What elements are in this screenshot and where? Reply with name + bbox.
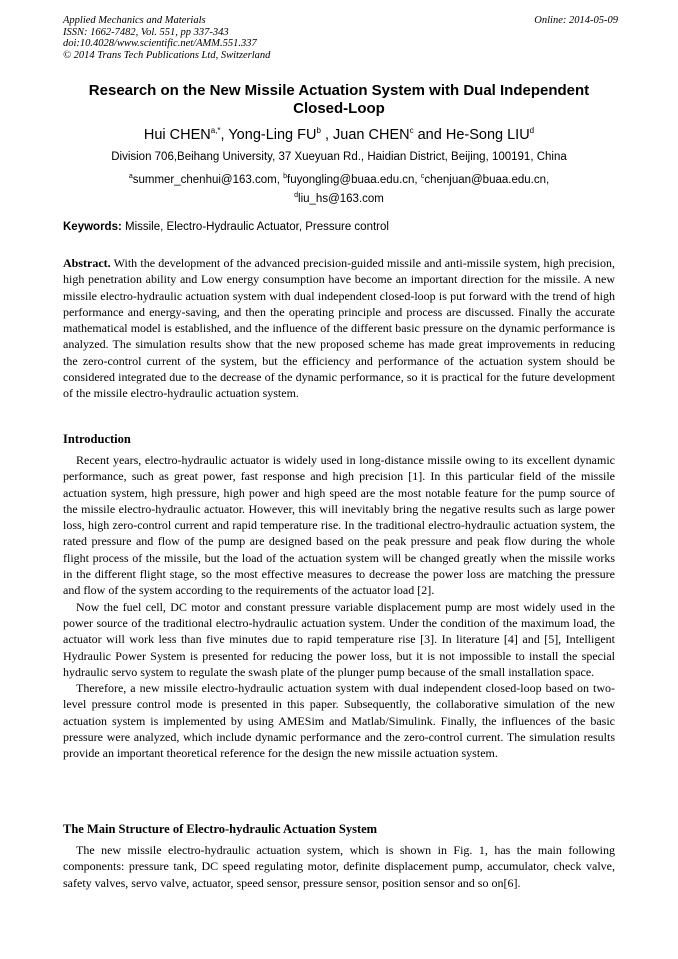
email-superscript: a bbox=[128, 173, 133, 180]
author-superscript: d bbox=[529, 126, 535, 135]
introduction-heading: Introduction bbox=[63, 432, 131, 446]
abstract-text: With the development of the advanced precision-guided missile and anti-missile system, high precision, high penetration ability and Low energy consumption have become an important direction for the missile. A new missile electro-hydraulic actuation system with dual independent closed-loop is put forward with the trend of high performance and energy-saving, and then the operating principle and process are discussed. Finally the accurate mathematical model is established, and the influence of the different basic pressure on the dynamic performance is analyzed. The simulation results show that the new proposed scheme has made great improvements in reducing the zero-control current of the system, but the efficiency and performance of the actuation system should be considered integrated due to the decrease of the dynamic performance, so it is practical for the future development of the missile electro-hydraulic actuation system. bbox=[63, 256, 615, 401]
paper-title: Research on the New Missile Actuation System with Dual Independent Closed-Loop bbox=[88, 82, 590, 117]
main-structure-heading: The Main Structure of Electro-hydraulic Actuation System bbox=[63, 822, 378, 836]
abstract bbox=[63, 255, 615, 402]
keywords-text: Missile, Electro-Hydraulic Actuator, Pressure control bbox=[121, 221, 389, 233]
journal-header bbox=[63, 15, 618, 61]
author-name: Juan CHEN bbox=[333, 126, 410, 143]
paragraph: Therefore, a new missile electro-hydraulic actuation system with dual independent closed-loop based on two-level pressure control mode is presented in this paper. Subsequently, the collaborative simulation of the new actuation system is implemented by using AMESim and Matlab/Simulink. Finally, the influences of the basic pressure were analyzed, which include dynamic performance and the zero-control current. The simulation results provide an important theoretical reference for the design the new missile actuation system. bbox=[63, 681, 615, 761]
email-address: fuyongling@buaa.edu.cn, bbox=[287, 173, 421, 186]
email-superscript: c bbox=[420, 173, 425, 180]
doi-line: doi:10.4028/www.scientific.net/AMM.551.337 bbox=[63, 38, 257, 49]
author-superscript: b bbox=[316, 126, 321, 135]
paragraph: Now the fuel cell, DC motor and constant pressure variable displacement pump are most widely used in the power source of the traditional electro-hydraulic actuation system. Under the condition of the maximum load, the actuator will work less than five minutes due to rapid temperature rise [3]. In literature [4] and [5], Intelligent Hydraulic Power System is presented for reducing the power loss, but it is not impossible to install the special hydraulic servo system to regulate the swash plate of the plunger pump because of the small installation space. bbox=[63, 599, 615, 679]
affiliation: Division 706,Beihang University, 37 Xueyuan Rd., Haidian District, Beijing, 100191, China bbox=[111, 151, 567, 163]
email-address: liu_hs@163.com bbox=[298, 192, 384, 205]
author-name: He-Song LIU bbox=[445, 126, 530, 143]
keywords-label: Keywords: bbox=[63, 221, 122, 233]
keywords bbox=[63, 219, 615, 235]
journal-name: Applied Mechanics and Materials bbox=[63, 15, 206, 26]
author-separator: , bbox=[320, 126, 334, 143]
author-separator: , bbox=[220, 126, 229, 143]
paragraph: Recent years, electro-hydraulic actuator is widely used in long-distance missile owing to its excellent dynamic performance, such as great power, fast response and high precision [1]. In this particular field of the missile actuation system, high pressure, high power and high speed are the most notable feature for the pump source of the missile electro-hydraulic actuator. However, this will inevitably bring the negative results such as large power loss, high zero-control current and rapid temperature rise. In the traditional electro-hydraulic actuation system, the rated pressure and flow of the pump are designed based on the peak pressure and peak flow during the whole flight process of the missile, but the load of the actuation system will be changed greatly when the missile works in the different flight stage, so the most effective measures to decrease the power loss are matching the pressure and flow of the system according to the requirements of the actuator load [2]. bbox=[63, 453, 615, 598]
author-list bbox=[63, 122, 615, 144]
author-separator: and bbox=[413, 126, 446, 143]
copyright-line: © 2014 Trans Tech Publications Ltd, Switzerland bbox=[63, 49, 271, 61]
issn-line: ISSN: 1662-7482, Vol. 551, pp 337-343 bbox=[63, 26, 229, 38]
abstract-label: Abstract. bbox=[63, 256, 111, 270]
main-structure-section bbox=[63, 842, 615, 891]
paragraph: The new missile electro-hydraulic actuation system, which is shown in Fig. 1, has the main following components: pressure tank, DC speed regulating motor, definite displacement pump, accumulator, check valve, safety valves, servo valve, actuator, speed sensor, pressure sensor, position sensor and so on[6]. bbox=[63, 843, 615, 890]
author-name: Yong-Ling FU bbox=[228, 126, 317, 143]
author-name: Hui CHEN bbox=[143, 126, 211, 143]
online-date: Online: 2014-05-09 bbox=[534, 15, 618, 26]
email-superscript: b bbox=[283, 173, 288, 180]
email-address: chenjuan@buaa.edu.cn, bbox=[424, 173, 550, 186]
author-superscript: c bbox=[409, 126, 414, 135]
author-superscript: a,* bbox=[210, 126, 221, 135]
email-address: summer_chenhui@163.com, bbox=[132, 173, 284, 186]
introduction-section bbox=[63, 452, 615, 762]
email-list bbox=[63, 169, 615, 207]
email-superscript: d bbox=[294, 191, 299, 199]
